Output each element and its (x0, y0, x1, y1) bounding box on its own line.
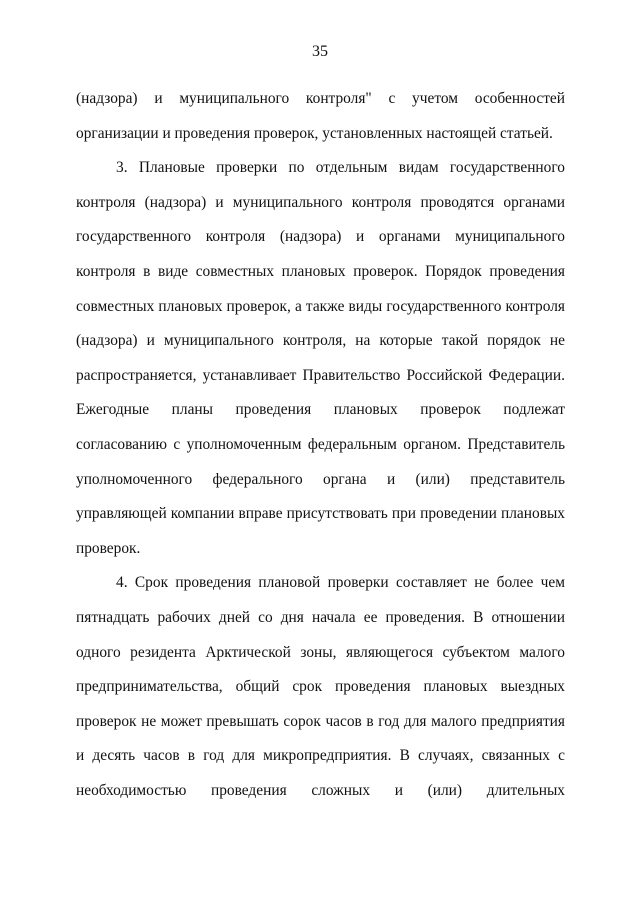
paragraph-item-3: 3. Плановые проверки по отдельным видам государственного контроля (надзора) и муниципального контроля проводятся органами государственного контроля (надзора) и органами муниципального контроля в виде совместных плановых проверок. Порядок проведения совместных плановых проверок, а также виды государственного контроля (надзора) и муниципального контроля, на которые такой порядок не распространяется, устанавливает Правительство Российской Федерации. Ежегодные планы проведения плановых проверок подлежат согласованию с уполномоченным федеральным органом. Представитель уполномоченного федерального органа и (или) представитель управляющей компании вправе присутствовать при проведении плановых проверок. (76, 159, 565, 557)
paragraph-item-4: 4. Срок проведения плановой проверки составляет не более чем пятнадцать рабочих дней со дня начала ее проведения. В отношении одного резидента Арктической зоны, являющегося субъектом малого предпринимательства, общий срок проведения плановых выездных проверок не может превышать сорок часов в год для малого предприятия и десять часов в год для микропредприятия. В случаях, связанных с необходимостью проведения сложных и (или) длительных (76, 574, 565, 799)
document-body (76, 82, 565, 808)
page-number: 35 (312, 43, 328, 60)
paragraph-continuation: (надзора) и муниципального контроля" с учетом особенностей организации и проведения проверок, установленных настоящей статьей. (76, 90, 565, 142)
